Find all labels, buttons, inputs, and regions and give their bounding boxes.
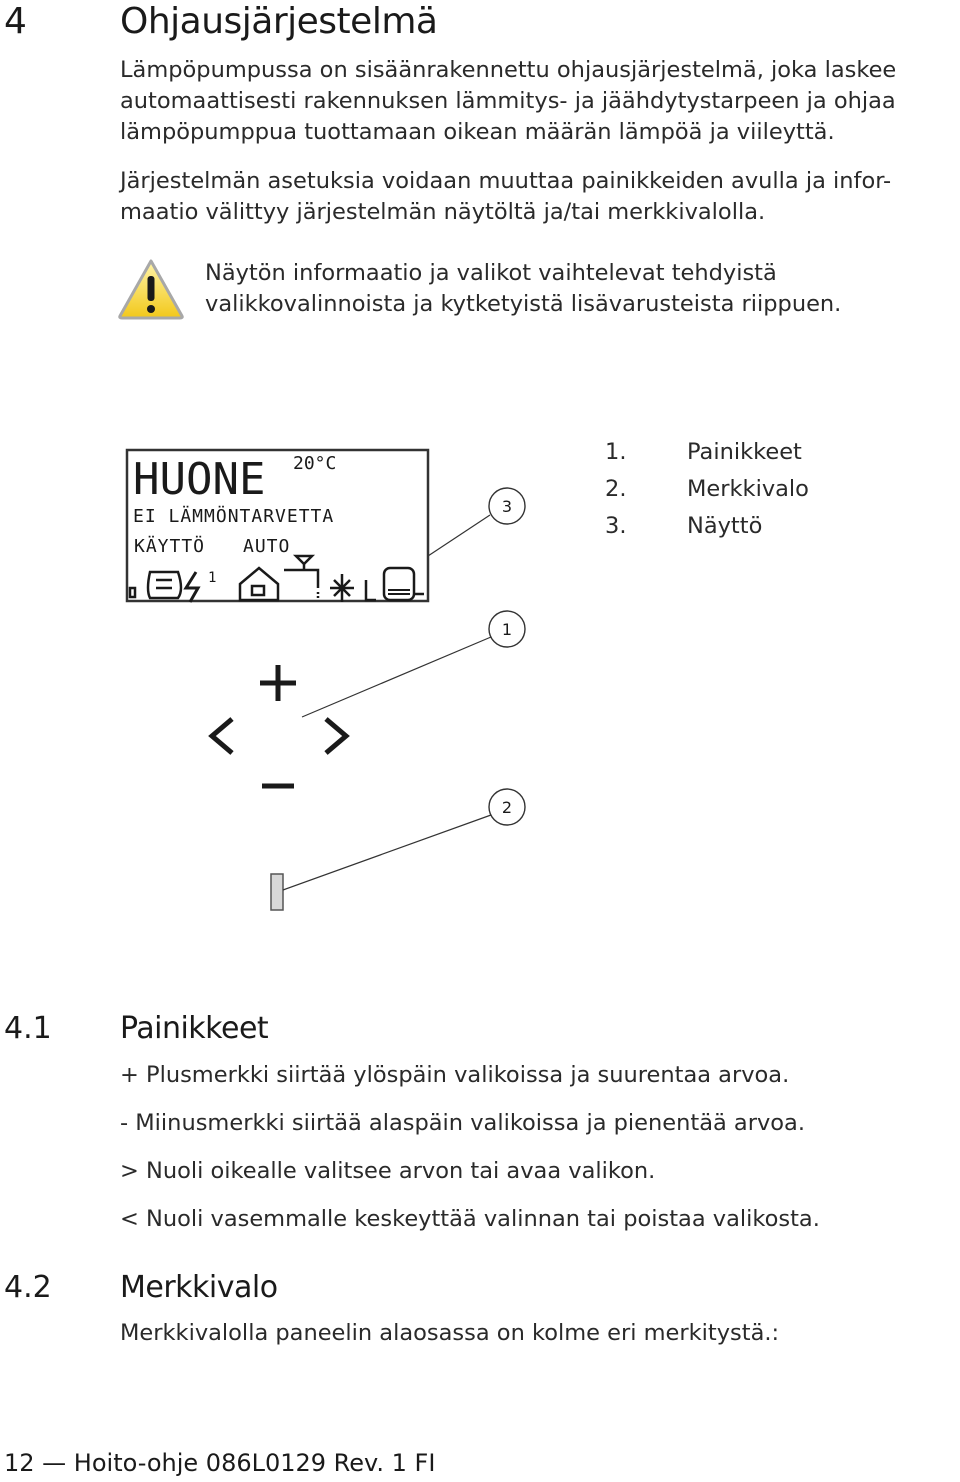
intro-p2-line: maatio välittyy järjestelmän näytöltä ja/tai merkkivalolla. [120,199,766,225]
button-description: < Nuoli vasemmalle keskeyttää valinnan tai poistaa valikosta. [120,1206,820,1232]
intro-p1-line: Lämpöpumpussa on sisäänrakennettu ohjausjärjestelmä, joka laskee [120,57,897,83]
heater-step: 1 [208,570,217,586]
right-button[interactable] [326,719,346,753]
chapter-number: 4 [4,1,27,42]
indicator-light [271,874,283,910]
display-mode-value: AUTO [243,536,291,557]
section-42-text: Merkkivalolla paneelin alaosassa on kolme eri merkitystä.: [120,1320,780,1346]
chapter-title: Ohjausjärjestelmä [120,1,438,42]
page-footer: 12 — Hoito-ohje 086L0129 Rev. 1 FI [4,1449,436,1477]
legend-item: 2. Merkkivalo [605,476,809,502]
section-42-number: 4.2 [4,1270,52,1305]
display-title: HUONE [133,454,266,505]
warning-line: valikkovalinnoista ja kytketyistä lisävarusteista riippuen. [205,291,842,317]
legend-item: 3. Näyttö [605,513,763,539]
plus-button[interactable] [260,665,296,701]
section-41-number: 4.1 [4,1011,52,1046]
display-mode-label: KÄYTTÖ [134,536,206,557]
display-status: EI LÄMMÖNTARVETTA [133,506,335,527]
section-42-title: Merkkivalo [120,1270,278,1305]
intro-paragraph-2 [120,166,950,228]
button-description: > Nuoli oikealle valitsee arvon tai avaa valikon. [120,1158,656,1184]
section-41-title: Painikkeet [120,1011,269,1046]
control-panel-figure [0,430,560,930]
legend [605,437,809,541]
intro-p1-line: lämpöpumppua tuottamaan oikean määrän lämpöä ja viileyttä. [120,119,835,145]
warning-text [205,258,925,320]
callout-2-label: 2 [501,798,513,817]
lcd-display [127,450,428,602]
legend-item: 1. Painikkeet [605,439,802,465]
left-button[interactable] [212,719,232,753]
callout-3-label: 3 [501,497,513,516]
intro-p2-line: Järjestelmän asetuksia voidaan muuttaa painikkeiden avulla ja infor- [120,168,892,194]
callout-1-label: 1 [501,620,513,639]
warning-line: Näytön informaatio ja valikot vaihtelevat tehdyistä [205,260,777,286]
warning-triangle-icon [117,258,185,320]
button-description: - Miinusmerkki siirtää alaspäin valikoissa ja pienentää arvoa. [120,1110,805,1136]
intro-paragraph-1 [120,55,950,148]
button-description: + Plusmerkki siirtää ylöspäin valikoissa ja suurentaa arvoa. [120,1062,790,1088]
intro-p1-line: automaattisesti rakennuksen lämmitys- ja jäähdytystarpeen ja ohjaa [120,88,896,114]
display-temp: 20°C [293,453,337,474]
